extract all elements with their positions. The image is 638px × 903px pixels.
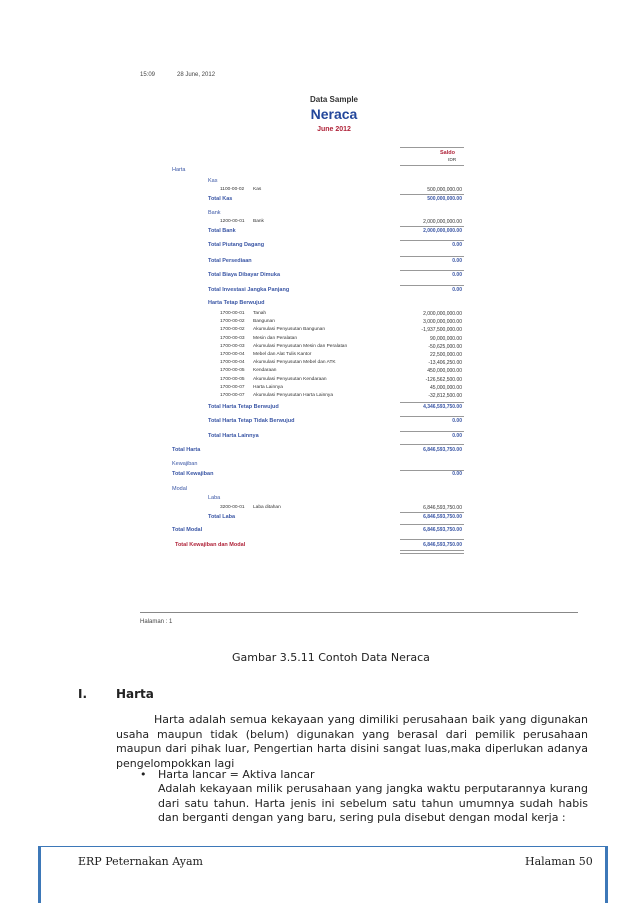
- rule: [400, 256, 464, 257]
- col-currency: IDR: [448, 158, 457, 163]
- label-total-biaya: Total Biaya Dibayar Dimuka: [208, 272, 281, 278]
- label-kas: Kas: [208, 178, 218, 184]
- label-total-kewajiban-modal: Total Kewajiban dan Modal: [175, 542, 246, 548]
- fixed-asset-desc: Harta Lainnya: [253, 384, 283, 390]
- rule: [400, 402, 464, 403]
- report-date: 28 June, 2012: [177, 72, 216, 78]
- header-rule-bottom: [400, 165, 464, 166]
- label-total-investasi: Total Investasi Jangka Panjang: [208, 287, 290, 293]
- rule: [400, 194, 464, 195]
- footer-left-bar: [38, 846, 41, 903]
- label-bank: Bank: [208, 210, 221, 216]
- label-total-harta-tetap: Total Harta Tetap Berwujud: [208, 404, 279, 410]
- header-rule: [400, 147, 464, 148]
- fixed-asset-desc: Kendaraan: [253, 368, 277, 374]
- kas-code: 1100-00-02: [220, 187, 245, 192]
- total-biaya-value: 0.00: [452, 272, 462, 278]
- total-persediaan-value: 0.00: [452, 258, 462, 264]
- fixed-asset-value: -13,406,250.00: [428, 360, 462, 367]
- report-time: 15:09: [140, 72, 156, 78]
- label-total-piutang: Total Piutang Dagang: [208, 242, 265, 248]
- fixed-asset-code: 1700-00-07: [220, 384, 245, 390]
- rule: [400, 512, 464, 513]
- total-harta-value: 6,846,593,750.00: [423, 447, 462, 453]
- kas-desc: Kas: [253, 187, 262, 192]
- bullet-icon: •: [140, 768, 147, 781]
- fixed-asset-desc: Akumulasi Penyusutan Harta Lainnya: [253, 393, 333, 398]
- bank-desc: Bank: [253, 219, 264, 224]
- fixed-asset-value: 2,000,000,000.00: [423, 311, 462, 317]
- total-laba-value: 6,846,593,750.00: [423, 514, 462, 520]
- fixed-asset-value: 3,000,000,000.00: [423, 319, 462, 326]
- total-investasi-value: 0.00: [452, 287, 462, 293]
- label-harta-tetap: Harta Tetap Berwujud: [208, 300, 265, 306]
- bullet-title: Harta lancar = Aktiva lancar: [158, 768, 315, 781]
- fixed-asset-value: -50,625,000.00: [428, 343, 462, 350]
- fixed-asset-code: 1700-00-03: [220, 343, 245, 349]
- rule: [400, 416, 464, 417]
- report-title: Neraca: [310, 106, 358, 122]
- rule: [400, 285, 464, 286]
- col-saldo: Saldo: [440, 150, 455, 156]
- fixed-asset-code: 1700-00-07: [220, 393, 245, 398]
- label-total-bank: Total Bank: [208, 228, 236, 234]
- footer-document-title: ERP Peternakan Ayam: [78, 855, 203, 868]
- footer-right-bar: [605, 846, 608, 903]
- label-harta: Harta: [172, 167, 186, 173]
- fixed-asset-desc: Tanah: [253, 311, 267, 316]
- fixed-asset-code: 1700-00-04: [220, 352, 245, 357]
- fixed-asset-desc: Bangunan: [253, 319, 275, 325]
- fixed-asset-desc: Akumulasi Penyusutan Mesin dan Peralatan: [253, 343, 348, 349]
- rule: [400, 444, 464, 445]
- label-total-tidak-berwujud: Total Harta Tetap Tidak Berwujud: [208, 418, 295, 424]
- fixed-asset-value: 450,000,000.00: [427, 368, 462, 375]
- laba-value: 6,846,593,750.00: [423, 505, 462, 511]
- label-laba: Laba: [208, 495, 221, 501]
- fixed-asset-code: 1700-00-04: [220, 360, 245, 366]
- fixed-asset-code: 1700-00-03: [220, 335, 245, 341]
- fixed-asset-desc: Akumulasi Penyusutan Mebel dan ATK: [253, 360, 336, 366]
- total-harta-lainnya-value: 0.00: [452, 433, 462, 439]
- rule: [400, 539, 464, 540]
- fixed-asset-code: 1700-00-05: [220, 376, 245, 382]
- double-rule: [400, 550, 464, 554]
- kas-value: 500,000,000.00: [427, 187, 462, 193]
- total-modal-value: 6,846,593,750.00: [423, 527, 462, 533]
- total-kewajiban-modal-value: 6,846,593,750.00: [423, 542, 462, 548]
- label-total-kas: Total Kas: [208, 196, 233, 202]
- total-harta-tetap-value: 4,346,593,750.00: [423, 404, 462, 410]
- label-modal: Modal: [172, 486, 187, 492]
- label-kewajiban: Kewajiban: [172, 461, 198, 467]
- fixed-asset-code: 1700-00-05: [220, 368, 245, 374]
- fixed-asset-desc: Mebel dan Alat Tulis Kantor: [253, 352, 312, 357]
- report-page-label: Halaman : 1: [140, 619, 173, 625]
- fixed-asset-value: -32,812,500.00: [428, 393, 462, 399]
- label-total-persediaan: Total Persediaan: [208, 258, 252, 264]
- total-piutang-value: 0.00: [452, 242, 462, 248]
- laba-code: 3200-00-01: [220, 505, 245, 510]
- label-total-harta: Total Harta: [172, 447, 201, 453]
- laba-desc: Laba ditahan: [253, 505, 281, 510]
- report-title-company: Data Sample: [309, 95, 359, 104]
- footer-top-rule: [38, 846, 608, 847]
- fixed-asset-value: -126,562,500.00: [425, 376, 462, 383]
- rule: [400, 524, 464, 525]
- figure-caption: Gambar 3.5.11 Contoh Data Neraca: [232, 651, 430, 664]
- rule: [400, 240, 464, 241]
- bank-value: 2,000,000,000.00: [423, 219, 462, 225]
- total-tidak-berwujud-value: 0.00: [452, 418, 462, 424]
- section-number: I.: [78, 687, 88, 701]
- label-total-kewajiban: Total Kewajiban: [172, 471, 214, 477]
- report-footer-rule: [140, 612, 578, 613]
- fixed-asset-value: 45,000,000.00: [430, 384, 462, 391]
- label-total-laba: Total Laba: [208, 514, 236, 520]
- fixed-asset-desc: Akumulasi Penyusutan Kendaraan: [253, 376, 327, 382]
- report-period: June 2012: [317, 126, 351, 133]
- fixed-asset-value: 22,500,000.00: [430, 352, 462, 358]
- fixed-asset-code: 1700-00-02: [220, 327, 245, 333]
- rule: [400, 226, 464, 227]
- section-paragraph: Harta adalah semua kekayaan yang dimiliki perusahaan baik yang digunakan usaha maupun tidak (belum) digunakan yang berasal dari pemilik perusahaan maupun dari pihak luar, Pengertian harta disini sangat luas,maka diperlukan adanya pengelompokkan lagi: [116, 713, 588, 770]
- fixed-asset-desc: Mesin dan Peralatan: [253, 335, 297, 341]
- bank-code: 1200-00-01: [220, 219, 245, 224]
- fixed-asset-value: -1,937,500,000.00: [421, 327, 462, 334]
- total-kewajiban-value: 0.00: [452, 471, 462, 477]
- bullet-text: Adalah kekayaan milik perusahaan yang jangka waktu perputarannya kurang dari satu tahun. Harta jenis ini sebelum satu tahun umumnya sudah habis dan berganti dengan yang baru, sering pula disebut dengan modal kerja :: [158, 782, 588, 824]
- label-total-modal: Total Modal: [172, 527, 203, 533]
- footer-page-number: Halaman 50: [525, 855, 593, 868]
- section-title: Harta: [116, 687, 154, 701]
- rule: [400, 431, 464, 432]
- total-kas-value: 500,000,000.00: [427, 196, 462, 202]
- fixed-asset-code: 1700-00-02: [220, 319, 245, 325]
- fixed-asset-code: 1700-00-01: [220, 311, 245, 316]
- fixed-asset-desc: Akumulasi Penyusutan Bangunan: [253, 327, 326, 333]
- fixed-asset-value: 90,000,000.00: [430, 335, 462, 342]
- total-bank-value: 2,000,000,000.00: [423, 228, 462, 234]
- rule: [400, 270, 464, 271]
- label-total-harta-lainnya: Total Harta Lainnya: [208, 433, 259, 439]
